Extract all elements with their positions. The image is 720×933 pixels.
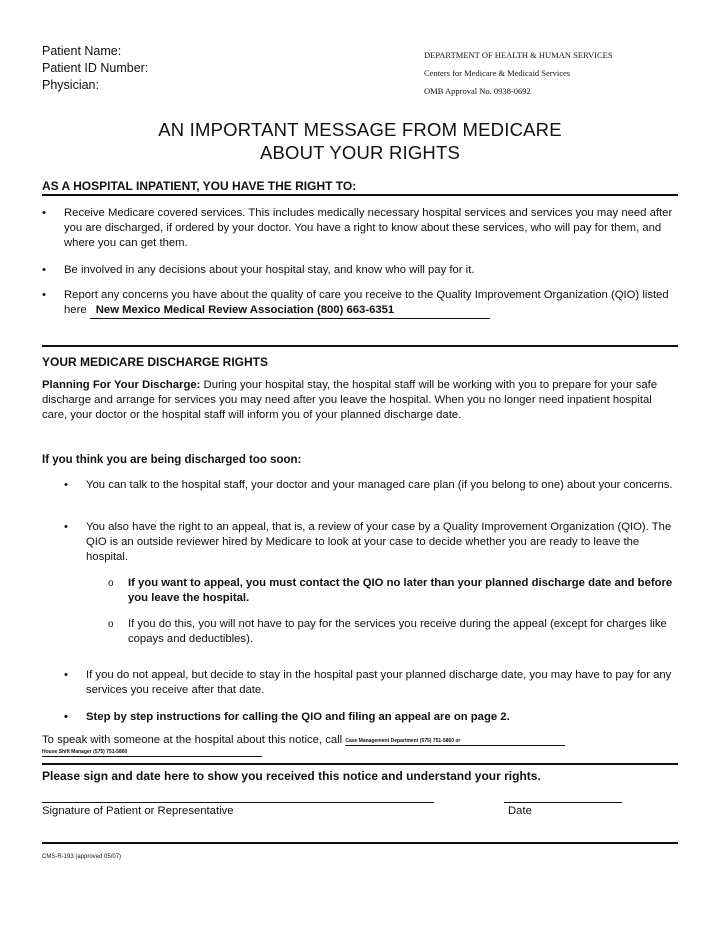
physician-label: Physician:: [42, 78, 99, 92]
list-item-text: You also have the right to an appeal, that is, a review of your case by a Quality Improvement Organization (QIO). The QIO is an outside reviewer hired by Medicare to look at your case to decide whether you are ready to leave the hospital.: [86, 521, 672, 563]
footer-rule: [42, 842, 678, 844]
sub-list-item-text: If you do this, you will not have to pay for the services you receive during the appeal (except for charges like copays and deductibles).: [128, 618, 667, 645]
agency-info: [424, 46, 613, 100]
contact-field-line-2: House Shift Manager (575) 751-5860: [42, 749, 262, 757]
section-divider: [42, 763, 678, 765]
signature-label: Signature of Patient or Representative: [42, 805, 234, 817]
list-item: • You can talk to the hospital staff, your doctor and your managed care plan (if you belong to one) about your concerns.: [64, 479, 673, 491]
list-item: • Step by step instructions for calling the QIO and filing an appeal are on page 2.: [64, 711, 510, 723]
centers-name: Centers for Medicare & Medicaid Services: [424, 68, 571, 78]
section-divider: [42, 345, 678, 347]
inpatient-rights-heading: AS A HOSPITAL INPATIENT, YOU HAVE THE RIGHT TO:: [42, 179, 357, 193]
sub-list-item: o If you want to appeal, you must contact the QIO no later than your planned discharge date and before you leave the hospital.: [108, 577, 673, 604]
planning-label: Planning For Your Discharge:: [42, 379, 201, 391]
signature-line: [42, 802, 434, 803]
list-item: • Report any concerns you have about the quality of care you receive to the Quality Improvement Organization (QIO) listed here New Mexico Medical Review Association (800) 663-6351: [64, 288, 680, 319]
list-item-text: Report any concerns you have about the quality of care you receive to the Quality Improvement Organization (QIO) listed here: [64, 289, 669, 316]
list-item: • Be involved in any decisions about your hospital stay, and know who will pay for it.: [42, 264, 475, 276]
title-line-1: AN IMPORTANT MESSAGE FROM MEDICARE: [158, 119, 562, 140]
list-item: • If you do not appeal, but decide to stay in the hospital past your planned discharge date, you may have to pay for any services you receive after that date.: [64, 669, 672, 696]
qio-contact-field: New Mexico Medical Review Association (800) 663-6351: [90, 303, 490, 319]
contact-paragraph: [42, 733, 682, 748]
list-item: • Receive Medicare covered services. This includes medically necessary hospital services and services you may need after you are discharged, if ordered by your doctor. You have a right to know about these services, who will pay for them, and where you can get them.: [42, 207, 673, 249]
list-item-text: Receive Medicare covered services. This includes medically necessary hospital services and services you may need after you are discharged, if ordered by your doctor. You have a right to know about these services, who will pay for them, and where you can get them.: [64, 207, 673, 249]
list-item-text: If you do not appeal, but decide to stay in the hospital past your planned discharge date, you may have to pay for any services you receive after that date.: [86, 669, 672, 696]
contact-text: To speak with someone at the hospital about this notice, call: [42, 734, 343, 746]
discharge-rights-heading: YOUR MEDICARE DISCHARGE RIGHTS: [42, 355, 269, 369]
form-number: CMS-R-193 (approved 05/07): [42, 854, 122, 860]
date-label: Date: [508, 805, 532, 817]
sub-list-item: o If you do this, you will not have to pay for the services you receive during the appeal (except for charges like copays and deductibles).: [108, 618, 667, 645]
list-item-text: You can talk to the hospital staff, your doctor and your managed care plan (if you belong to one) about your concerns.: [86, 479, 673, 491]
heading-rule: [42, 194, 678, 196]
list-item: • You also have the right to an appeal, that is, a review of your case by a Quality Improvement Organization (QIO). The QIO is an outside reviewer hired by Medicare to look at your case to decide whether you are ready to leave the hospital.: [64, 521, 672, 563]
planning-paragraph: [42, 378, 680, 423]
patient-name-label: Patient Name:: [42, 44, 122, 58]
list-item-text: Be involved in any decisions about your hospital stay, and know who will pay for it.: [64, 264, 475, 276]
page-title: [0, 118, 720, 164]
patient-id-label: Patient ID Number:: [42, 61, 149, 75]
omb-approval: OMB Approval No. 0938-0692: [424, 86, 531, 96]
sign-instructions: Please sign and date here to show you received this notice and understand your rights.: [42, 769, 541, 783]
list-item-text: Step by step instructions for calling the QIO and filing an appeal are on page 2.: [86, 711, 510, 723]
patient-info: [42, 43, 148, 94]
date-line: [504, 802, 622, 803]
title-line-2: ABOUT YOUR RIGHTS: [259, 142, 461, 163]
department-name: DEPARTMENT OF HEALTH & HUMAN SERVICES: [424, 50, 613, 60]
too-soon-heading: If you think you are being discharged too soon:: [42, 454, 302, 466]
contact-field-line-1: Case Management Department (575) 751-5860 or: [345, 738, 565, 746]
sub-list-item-text: If you want to appeal, you must contact the QIO no later than your planned discharge date and before you leave the hospital.: [128, 577, 673, 604]
planning-text: During your hospital stay, the hospital staff will be working with you to prepare for your safe discharge and arrange for services you may need after you leave the hospital. When you no longer need inpatient hospital care, your doctor or the hospital staff will inform you of your planned discharge date.: [42, 379, 658, 421]
